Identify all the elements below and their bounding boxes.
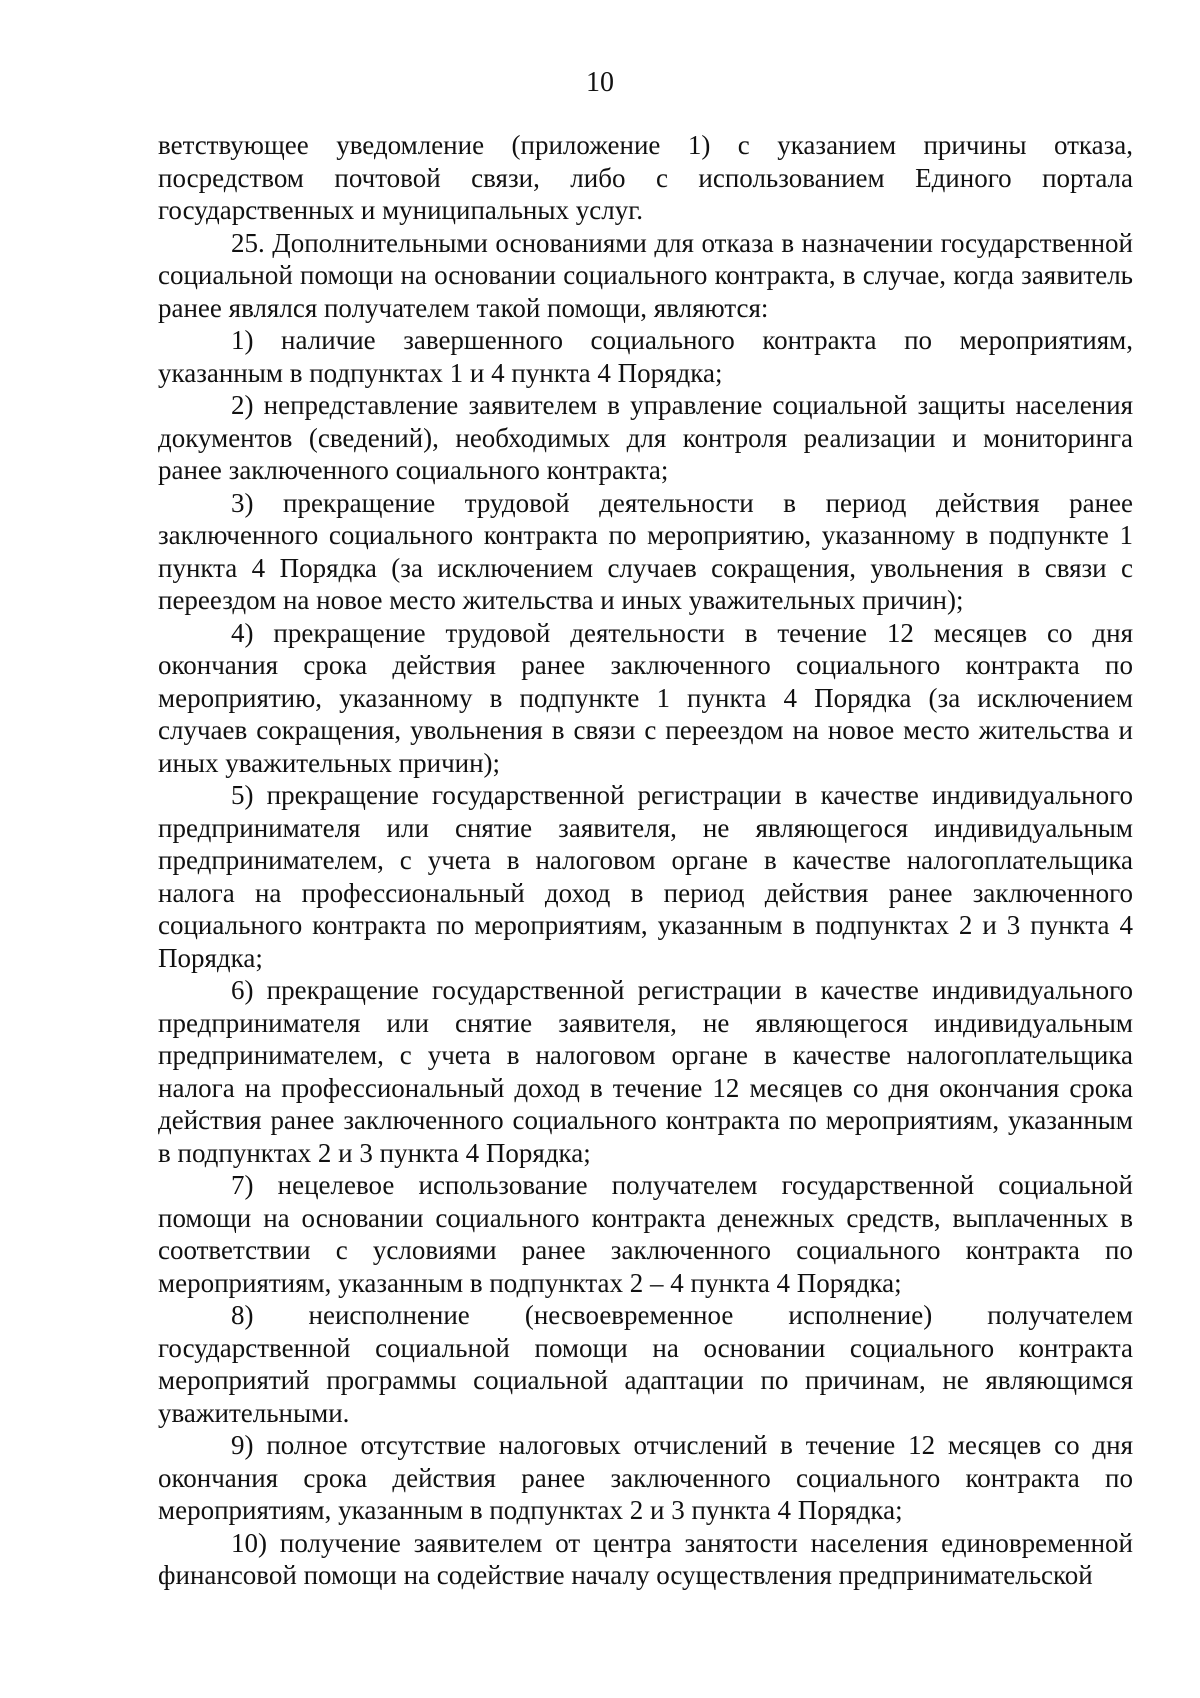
paragraph-item-25: 25. Дополнительными основаниями для отказа в назначении государственной социальной помощи на основании социального контракта, в случае, когда заявитель ранее являлся получателем такой помощи, являются:	[158, 227, 1133, 323]
list-item-8: 8) неисполнение (несвоевременное исполнение) получателем государственной социальной помощи на основании социального контракта мероприятий программы социальной адаптации по причинам, не являющимся уважительными.	[158, 1300, 1133, 1428]
list-item-3: 3) прекращение трудовой деятельности в период действия ранее заключенного социального контракта по мероприятию, указанному в подпункте 1 пункта 4 Порядка (за исключением случаев сокращения, увольнения в связи с переездом на новое место жительства и иных уважительных причин);	[158, 487, 1133, 615]
list-item-1: 1) наличие завершенного социального контракта по мероприятиям, указанным в подпунктах 1 и 4 пункта 4 Порядка;	[158, 325, 1133, 388]
document-body	[158, 129, 1133, 1592]
list-item-6: 6) прекращение государственной регистрации в качестве индивидуального предпринимателя или снятие заявителя, не являющегося индивидуальным предпринимателем, с учета в налоговом органе в качестве налогоплательщика налога на профессиональный доход в течение 12 месяцев со дня окончания срока действия ранее заключенного социального контракта по мероприятиям, указанным в подпунктах 2 и 3 пункта 4 Порядка;	[158, 975, 1133, 1168]
list-item-2: 2) непредставление заявителем в управление социальной защиты населения документов (сведений), необходимых для контроля реализации и мониторинга ранее заключенного социального контракта;	[158, 390, 1133, 485]
list-item-5: 5) прекращение государственной регистрации в качестве индивидуального предпринимателя или снятие заявителя, не являющегося индивидуальным предпринимателем, с учета в налоговом органе в качестве налогоплательщика налога на профессиональный доход в период действия ранее заключенного социального контракта по мероприятиям, указанным в подпунктах 2 и 3 пункта 4 Порядка;	[158, 780, 1133, 973]
paragraph-continuation: ветствующее уведомление (приложение 1) с указанием причины отказа, посредством почтовой связи, либо с использованием Единого портала государственных и муниципальных услуг.	[158, 130, 1133, 225]
list-item-7: 7) нецелевое использование получателем государственной социальной помощи на основании социального контракта денежных средств, выплаченных в соответствии с условиями ранее заключенного социального контракта по мероприятиям, указанным в подпунктах 2 – 4 пункта 4 Порядка;	[158, 1170, 1133, 1298]
list-item-9: 9) полное отсутствие налоговых отчислений в течение 12 месяцев со дня окончания срока действия ранее заключенного социального контракта по мероприятиям, указанным в подпунктах 2 и 3 пункта 4 Порядка;	[158, 1430, 1133, 1525]
page-number: 10	[586, 67, 614, 98]
list-item-4: 4) прекращение трудовой деятельности в течение 12 месяцев со дня окончания срока действия ранее заключенного социального контракта по мероприятию, указанному в подпункте 1 пункта 4 Порядка (за исключением случаев сокращения, увольнения в связи с переездом на новое место жительства и иных уважительных причин);	[158, 617, 1133, 778]
list-item-10: 10) получение заявителем от центра занятости населения единовременной финансовой помощи на содействие началу осуществления предпринимательской	[158, 1527, 1133, 1590]
